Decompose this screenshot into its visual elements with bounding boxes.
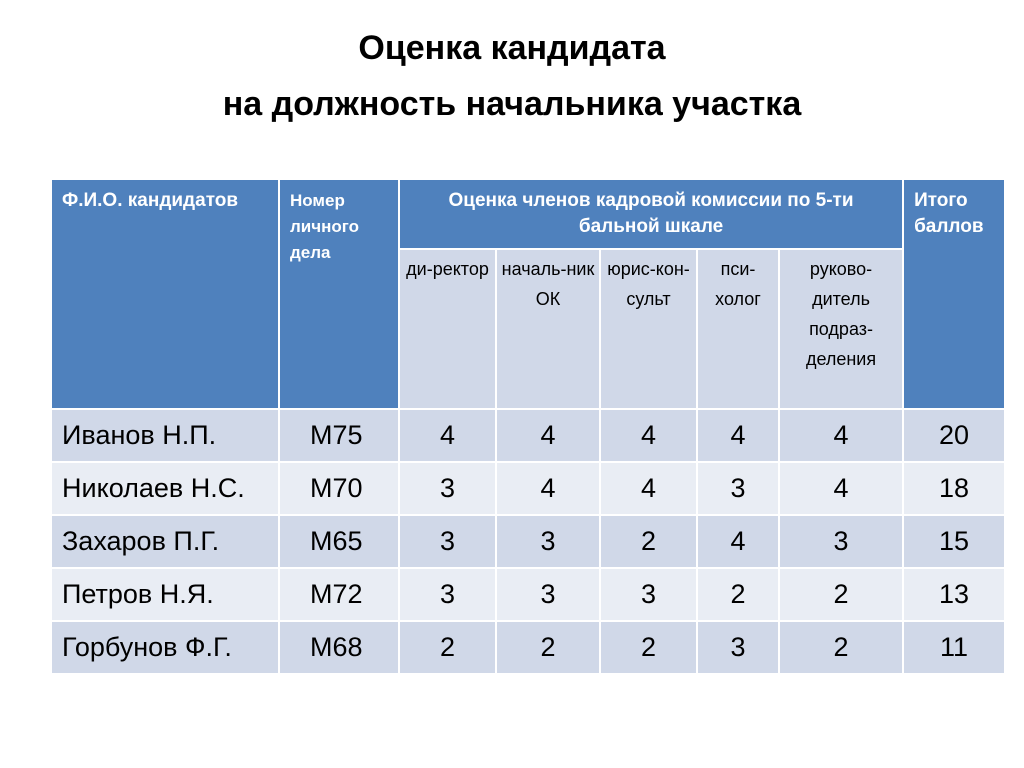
score-psychologist: 3 <box>697 462 779 515</box>
table-row <box>51 568 1005 621</box>
subheader-lawyer: юрис-кон-сульт <box>600 249 697 409</box>
score-dept-head: 2 <box>779 568 903 621</box>
score-hr-head: 2 <box>496 621 600 674</box>
file-number: М72 <box>279 568 399 621</box>
score-lawyer: 2 <box>600 621 697 674</box>
subheader-director: ди-ректор <box>399 249 496 409</box>
subheader-dept-head: руково-дитель подраз-деления <box>779 249 903 409</box>
total-score: 18 <box>903 462 1005 515</box>
score-dept-head: 2 <box>779 621 903 674</box>
score-director: 4 <box>399 409 496 462</box>
score-hr-head: 4 <box>496 462 600 515</box>
file-number: М65 <box>279 515 399 568</box>
score-lawyer: 4 <box>600 462 697 515</box>
subheader-psychologist: пси-холог <box>697 249 779 409</box>
subheader-hr-head: началь-ник ОК <box>496 249 600 409</box>
header-commission: Оценка членов кадровой комиссии по 5-ти бальной шкале <box>399 179 903 249</box>
candidate-name: Петров Н.Я. <box>51 568 279 621</box>
candidate-name: Горбунов Ф.Г. <box>51 621 279 674</box>
score-dept-head: 4 <box>779 462 903 515</box>
total-score: 20 <box>903 409 1005 462</box>
total-score: 13 <box>903 568 1005 621</box>
score-psychologist: 3 <box>697 621 779 674</box>
score-psychologist: 4 <box>697 515 779 568</box>
candidate-name: Иванов Н.П. <box>51 409 279 462</box>
score-director: 3 <box>399 462 496 515</box>
header-file-number: Номер личного дела <box>279 179 399 409</box>
score-director: 2 <box>399 621 496 674</box>
score-dept-head: 4 <box>779 409 903 462</box>
score-lawyer: 4 <box>600 409 697 462</box>
file-number: М75 <box>279 409 399 462</box>
header-total: Итого баллов <box>903 179 1005 409</box>
score-hr-head: 3 <box>496 568 600 621</box>
score-director: 3 <box>399 515 496 568</box>
candidate-name: Захаров П.Г. <box>51 515 279 568</box>
table-row <box>51 409 1005 462</box>
title-line-1: Оценка кандидата <box>358 29 666 67</box>
candidates-table <box>50 178 1006 675</box>
header-name: Ф.И.О. кандидатов <box>51 179 279 409</box>
table-row <box>51 515 1005 568</box>
score-dept-head: 3 <box>779 515 903 568</box>
score-lawyer: 2 <box>600 515 697 568</box>
score-lawyer: 3 <box>600 568 697 621</box>
page-title <box>0 20 1024 132</box>
candidate-name: Николаев Н.С. <box>51 462 279 515</box>
total-score: 11 <box>903 621 1005 674</box>
score-hr-head: 3 <box>496 515 600 568</box>
score-director: 3 <box>399 568 496 621</box>
file-number: М68 <box>279 621 399 674</box>
file-number: М70 <box>279 462 399 515</box>
score-psychologist: 2 <box>697 568 779 621</box>
total-score: 15 <box>903 515 1005 568</box>
table-row <box>51 621 1005 674</box>
title-line-2: на должность начальника участка <box>222 85 802 123</box>
table-row <box>51 462 1005 515</box>
score-hr-head: 4 <box>496 409 600 462</box>
score-psychologist: 4 <box>697 409 779 462</box>
